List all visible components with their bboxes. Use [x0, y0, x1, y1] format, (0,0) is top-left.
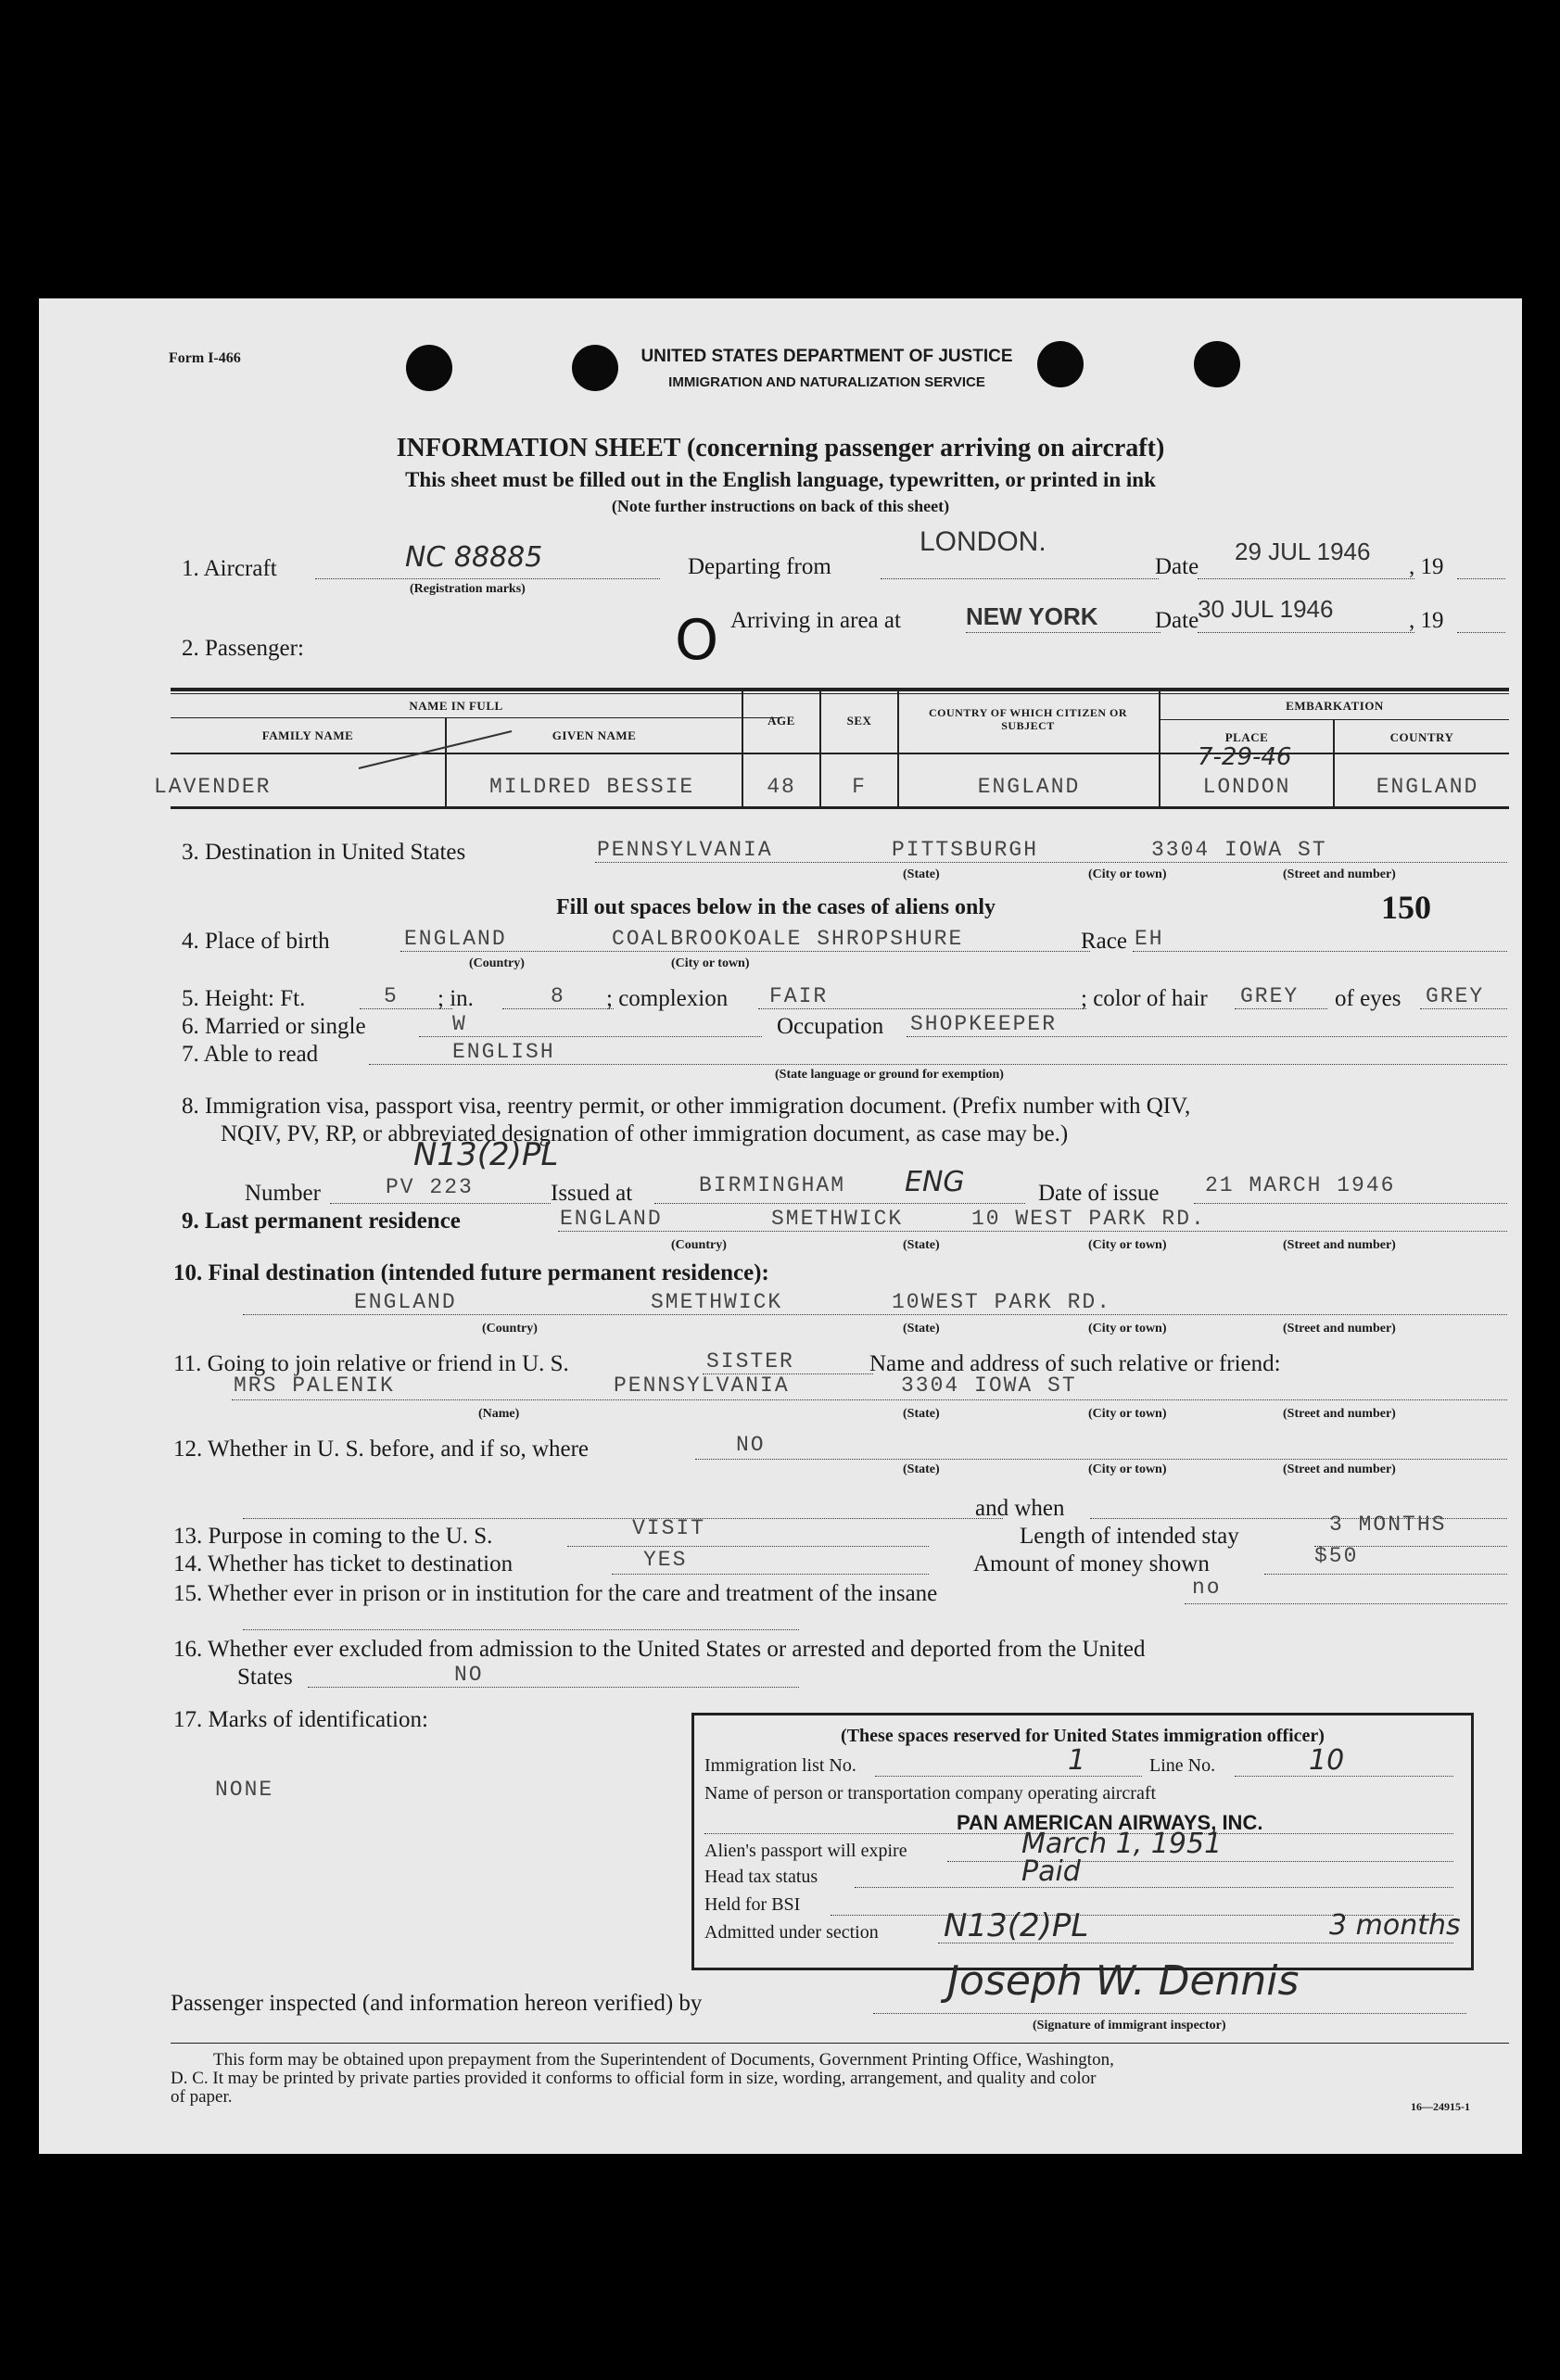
- date2-value: 30 JUL 1946: [1198, 595, 1334, 623]
- caption-before-state: (State): [903, 1462, 940, 1476]
- issue-date-value: 21 MARCH 1946: [1205, 1173, 1396, 1197]
- signature-caption: (Signature of immigrant inspector): [1033, 2019, 1226, 2032]
- complexion-label: ; complexion: [606, 986, 729, 1011]
- prison-label: 15. Whether ever in prison or in institution for the care and treatment of the insane: [173, 1581, 938, 1606]
- final-street: 10WEST PARK RD.: [892, 1290, 1112, 1314]
- caption-before-street: (Street and number): [1283, 1462, 1396, 1476]
- caption-final-street: (Street and number): [1283, 1322, 1396, 1336]
- stay-value: 3 MONTHS: [1329, 1513, 1447, 1537]
- arriving-label: Arriving in area at: [730, 608, 901, 633]
- line-label: Line No.: [1149, 1755, 1216, 1776]
- cell-place: LONDON: [1202, 775, 1291, 799]
- caption-res-country: (Country): [671, 1238, 727, 1252]
- strike-mark: [354, 727, 521, 773]
- residence-label: 9. Last permanent residence: [182, 1209, 461, 1234]
- form-number: Form I-466: [169, 350, 241, 366]
- caption-res-city: (City or town): [1088, 1238, 1167, 1252]
- caption-rel-street: (Street and number): [1283, 1407, 1396, 1421]
- visa-annotation: N13(2)PL: [413, 1136, 559, 1173]
- year-suffix-2: , 19: [1409, 608, 1444, 633]
- tax-label: Head tax status: [704, 1867, 818, 1887]
- money-value: $50: [1314, 1544, 1359, 1568]
- header-place: PLACE: [1224, 730, 1269, 744]
- cell-given-name: MILDRED BESSIE: [489, 775, 695, 799]
- height-in: 8: [551, 984, 565, 1008]
- tax-value: Paid: [1021, 1855, 1081, 1888]
- issued-value: BIRMINGHAM: [699, 1173, 846, 1197]
- caption-res-street: (Street and number): [1283, 1238, 1396, 1252]
- final-state: SMETHWICK: [651, 1290, 783, 1314]
- hair-label: ; color of hair: [1081, 986, 1208, 1011]
- page-title: INFORMATION SHEET (concerning passenger arriving on aircraft): [396, 434, 1165, 462]
- header-embarkation: EMBARKATION: [1286, 699, 1384, 713]
- margin-note: 3 months: [1329, 1909, 1461, 1942]
- passenger-label: 2. Passenger:: [182, 636, 304, 661]
- destination-street: 3304 IOWA ST: [1151, 838, 1327, 862]
- header-country-citizen: COUNTRY OF WHICH CITIZEN OR SUBJECT: [929, 706, 1127, 732]
- visa-number-label: Number: [245, 1181, 321, 1206]
- destination-state: PENNSYLVANIA: [597, 838, 773, 862]
- aircraft-label: 1. Aircraft: [182, 556, 277, 581]
- issued-label: Issued at: [551, 1181, 633, 1206]
- header-age: AGE: [767, 714, 795, 728]
- excluded-label-line2: States: [237, 1665, 293, 1690]
- date2-label: Date: [1155, 608, 1199, 633]
- admitted-value: N13(2)PL: [944, 1907, 1089, 1944]
- admitted-label: Admitted under section: [704, 1922, 879, 1943]
- excluded-value: NO: [454, 1663, 484, 1687]
- eyes-label: of eyes: [1335, 986, 1401, 1011]
- name-address-label: Name and address of such relative or friend:: [869, 1351, 1281, 1376]
- year-suffix-1: , 19: [1409, 554, 1444, 579]
- relative-name: MRS PALENIK: [234, 1374, 395, 1398]
- and-when-label: and when: [975, 1496, 1065, 1521]
- header-family-name: FAMILY NAME: [261, 728, 354, 742]
- final-label: 10. Final destination (intended future permanent residence):: [173, 1260, 769, 1285]
- destination-label: 3. Destination in United States: [182, 840, 466, 865]
- officer-title: (These spaces reserved for United States immigration officer): [841, 1726, 1325, 1746]
- final-country: ENGLAND: [354, 1290, 457, 1314]
- occupation-value: SHOPKEEPER: [910, 1012, 1058, 1036]
- ticket-label: 14. Whether has ticket to destination: [173, 1551, 514, 1576]
- issued-hand: ENG: [905, 1166, 965, 1198]
- circle-mark: O: [675, 608, 719, 673]
- aliens-heading: Fill out spaces below in the cases of aliens only: [556, 895, 996, 919]
- height-ft: 5: [384, 984, 399, 1008]
- operator-value: PAN AMERICAN AIRWAYS, INC.: [957, 1811, 1263, 1834]
- residence-street: 10 WEST PARK RD.: [971, 1207, 1206, 1231]
- money-label: Amount of money shown: [973, 1551, 1210, 1576]
- marks-label: 17. Marks of identification:: [173, 1707, 428, 1732]
- race-value: EH: [1135, 927, 1164, 951]
- instruction-text: This sheet must be filled out in the English language, typewritten, or printed in ink: [405, 468, 1156, 491]
- aircraft-caption: (Registration marks): [410, 582, 526, 596]
- stay-label: Length of intended stay: [1020, 1524, 1239, 1549]
- arriving-value: NEW YORK: [966, 602, 1098, 630]
- visa-label-line2: NQIV, PV, RP, or abbreviated designation of other immigration document, as case may be.): [221, 1121, 1069, 1146]
- punch-hole: [1194, 341, 1240, 387]
- list-value: 1: [1068, 1744, 1086, 1777]
- aircraft-value: NC 88885: [405, 541, 543, 574]
- form-sheet: [39, 298, 1522, 2154]
- caption-res-state: (State): [903, 1238, 940, 1252]
- instruction-note: (Note further instructions on back of this sheet): [611, 497, 950, 515]
- passport-value: March 1, 1951: [1021, 1828, 1223, 1860]
- relative-state: PENNSYLVANIA: [614, 1374, 790, 1398]
- caption-street: (Street and number): [1283, 867, 1396, 881]
- operator-label: Name of person or transportation company operating aircraft: [704, 1783, 1157, 1804]
- caption-rel-city: (City or town): [1088, 1407, 1167, 1421]
- cell-country: ENGLAND: [977, 775, 1081, 799]
- caption-rel-name: (Name): [478, 1407, 520, 1421]
- issue-date-label: Date of issue: [1038, 1181, 1160, 1206]
- date1-label: Date: [1155, 554, 1199, 579]
- height-label: 5. Height: Ft.: [182, 986, 306, 1011]
- caption-birth-country: (Country): [469, 956, 525, 970]
- visa-number: PV 223: [386, 1175, 474, 1199]
- header-name-in-full: NAME IN FULL: [409, 699, 503, 713]
- prison-value: no: [1192, 1576, 1222, 1600]
- purpose-label: 13. Purpose in coming to the U. S.: [173, 1524, 493, 1549]
- married-label: 6. Married or single: [182, 1014, 366, 1039]
- stamp-number: 150: [1381, 889, 1431, 926]
- header-given-name: GIVEN NAME: [552, 728, 637, 742]
- read-caption: (State language or ground for exemption): [775, 1068, 1004, 1082]
- eyes-value: GREY: [1426, 984, 1485, 1008]
- departing-value: LONDON.: [920, 526, 1046, 557]
- destination-city: PITTSBURGH: [892, 838, 1039, 862]
- birth-city: COALBROOKOALE SHROPSHURE: [612, 927, 964, 951]
- married-value: W: [452, 1012, 467, 1036]
- purpose-value: VISIT: [632, 1516, 706, 1540]
- departing-label: Departing from: [688, 554, 831, 579]
- punch-hole: [406, 345, 452, 391]
- cell-emb-country: ENGLAND: [1376, 775, 1479, 799]
- cell-family-name: LAVENDER: [154, 775, 272, 799]
- excluded-label-line1: 16. Whether ever excluded from admission to the United States or arrested and deported from the United: [173, 1637, 1146, 1662]
- caption-birth-city: (City or town): [671, 956, 750, 970]
- visa-label-line1: 8. Immigration visa, passport visa, reentry permit, or other immigration document. (Prefix number with QIV,: [182, 1094, 1191, 1119]
- department-title: UNITED STATES DEPARTMENT OF JUSTICE: [640, 347, 1013, 366]
- caption-city: (City or town): [1088, 867, 1167, 881]
- cell-age: 48: [767, 775, 796, 799]
- caption-final-country: (Country): [482, 1322, 538, 1336]
- header-sex: SEX: [846, 714, 872, 728]
- complexion-value: FAIR: [769, 984, 829, 1008]
- read-value: ENGLISH: [452, 1040, 555, 1064]
- inspector-signature: Joseph W. Dennis: [947, 1957, 1300, 2005]
- footer-line3: of paper.: [171, 2087, 233, 2107]
- residence-country: ENGLAND: [560, 1207, 663, 1231]
- hair-value: GREY: [1240, 984, 1300, 1008]
- caption-final-city: (City or town): [1088, 1322, 1167, 1336]
- caption-rel-state: (State): [903, 1407, 940, 1421]
- form-code: 16—24915-1: [1411, 2100, 1470, 2113]
- relative-street: 3304 IOWA ST: [901, 1374, 1077, 1398]
- birth-label: 4. Place of birth: [182, 929, 330, 954]
- race-label: Race: [1081, 929, 1127, 954]
- ticket-value: YES: [643, 1548, 688, 1572]
- relative-label: 11. Going to join relative or friend in U. S.: [173, 1351, 569, 1376]
- occupation-label: Occupation: [777, 1014, 884, 1039]
- before-value: NO: [736, 1433, 766, 1457]
- height-in-label: ; in.: [438, 986, 474, 1011]
- caption-final-state: (State): [903, 1322, 940, 1336]
- line-value: 10: [1309, 1744, 1345, 1777]
- date1-value: 29 JUL 1946: [1235, 538, 1371, 565]
- cell-embark-date: 7-29-46: [1198, 743, 1292, 771]
- caption-before-city: (City or town): [1088, 1462, 1167, 1476]
- service-title: IMMIGRATION AND NATURALIZATION SERVICE: [668, 374, 985, 390]
- header-emb-country: COUNTRY: [1389, 730, 1454, 744]
- footer-line2: D. C. It may be printed by private parties provided it conforms to official form in size, wording, arrangement, and quality and color: [171, 2069, 1097, 2088]
- caption-state: (State): [903, 867, 940, 881]
- residence-state: SMETHWICK: [771, 1207, 904, 1231]
- passport-label: Alien's passport will expire: [704, 1841, 907, 1861]
- relative-relation: SISTER: [706, 1349, 794, 1374]
- inspected-label: Passenger inspected (and information hereon verified) by: [171, 1991, 703, 2016]
- footer-line1: This form may be obtained upon prepayment from the Superintendent of Documents, Government Printing Office, Washington,: [213, 2050, 1114, 2070]
- list-label: Immigration list No.: [704, 1755, 856, 1776]
- before-label: 12. Whether in U. S. before, and if so, where: [173, 1437, 590, 1462]
- read-label: 7. Able to read: [182, 1042, 319, 1067]
- cell-sex: F: [852, 775, 867, 799]
- birth-country: ENGLAND: [404, 927, 507, 951]
- bsi-label: Held for BSI: [704, 1894, 801, 1915]
- marks-value: NONE: [215, 1778, 274, 1802]
